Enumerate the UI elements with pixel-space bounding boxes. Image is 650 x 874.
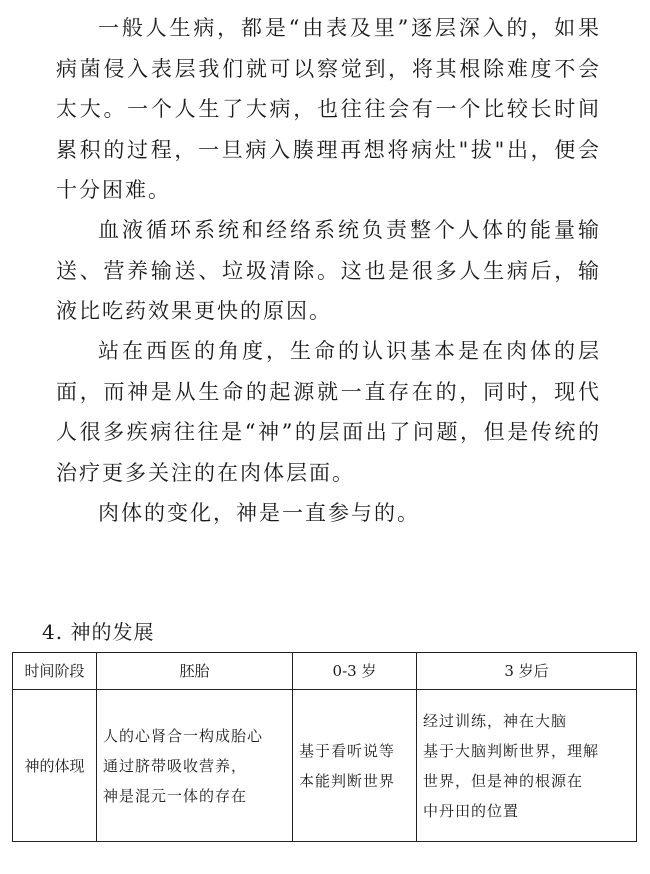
cell-line: 世界，但是神的根源在 bbox=[423, 771, 584, 790]
cell-line: 神是混元一体的存在 bbox=[103, 786, 248, 805]
cell-line: 通过脐带吸收营养， bbox=[103, 756, 248, 775]
header-cell-after-3: 3 岁后 bbox=[417, 653, 637, 690]
table-header-row bbox=[13, 653, 637, 690]
section-title: 4. 神的发展 bbox=[42, 620, 155, 644]
header-cell-age-0-3: 0-3 岁 bbox=[293, 653, 417, 690]
cell-line: 基于看听说等 bbox=[299, 741, 396, 760]
age-0-3-cell bbox=[293, 690, 417, 842]
paragraph: 血液循环系统和经络系统负责整个人体的能量输送、营养输送、垃圾清除。这也是很多人生病后，输液比吃药效果更快的原因。 bbox=[56, 218, 601, 323]
body-text bbox=[56, 8, 601, 534]
cell-line: 人的心肾合一构成胎心 bbox=[103, 726, 264, 745]
table-row bbox=[13, 690, 637, 842]
cell-line: 本能判断世界 bbox=[299, 771, 396, 790]
paragraph: 肉体的变化，神是一直参与的。 bbox=[98, 501, 420, 525]
header-cell-stage: 时间阶段 bbox=[13, 653, 97, 690]
cell-line: 经过训练，神在大脑 bbox=[423, 711, 568, 730]
header-cell-embryo: 胚胎 bbox=[97, 653, 293, 690]
cell-line: 基于大脑判断世界，理解 bbox=[423, 741, 600, 760]
development-table bbox=[12, 652, 637, 842]
paragraph: 站在西医的角度，生命的认识基本是在肉体的层面，而神是从生命的起源就一直存在的，同时，现代人很多疾病往往是“神”的层面出了问题，但是传统的治疗更多关注的在肉体层面。 bbox=[56, 339, 601, 485]
embryo-cell bbox=[97, 690, 293, 842]
row-label-cell: 神的体现 bbox=[13, 690, 97, 842]
cell-line: 中丹田的位置 bbox=[423, 801, 520, 820]
paragraph: 一般人生病，都是“由表及里”逐层深入的，如果病菌侵入表层我们就可以察觉到，将其根除难度不会太大。一个人生了大病，也往往会有一个比较长时间累积的过程，一旦病入腠理再想将病灶"拔"出，便会十分困难。 bbox=[56, 16, 601, 202]
after-3-cell bbox=[417, 690, 637, 842]
